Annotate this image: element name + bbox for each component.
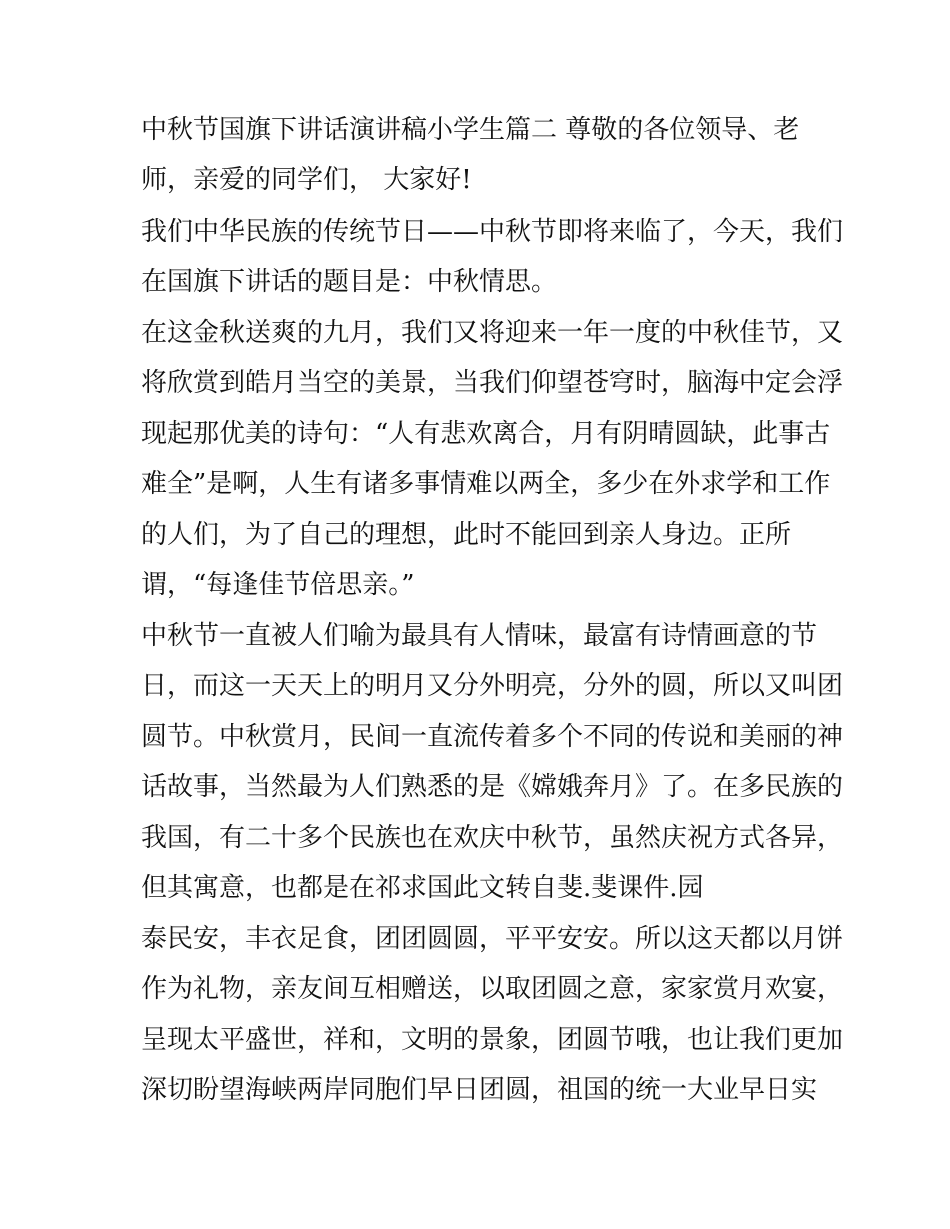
text-line-17: 泰民安，丰衣足食，团团圆圆，平平安安。所以这天都以月饼 [141, 924, 844, 954]
text-line-3: 我们中华民族的传统节日——中秋节即将来临了，今天，我们 [141, 217, 844, 247]
text-line-14: 话故事，当然最为人们熟悉的是《嫦娥奔月》了。在多民族的 [141, 772, 844, 802]
text-line-7: 现起那优美的诗句：“人有悲欢离合，月有阴晴圆缺，此事古 [141, 419, 831, 449]
text-line-6: 将欣赏到皓月当空的美景，当我们仰望苍穹时，脑海中定会浮 [141, 368, 844, 398]
text-line-8: 难全”是啊，人生有诸多事情难以两全，多少在外求学和工作 [141, 469, 831, 499]
text-line-10: 谓，“每逢佳节倍思亲。” [141, 570, 415, 600]
text-line-11: 中秋节一直被人们喻为最具有人情味，最富有诗情画意的节 [141, 621, 818, 651]
text-line-1: 中秋节国旗下讲话演讲稿小学生篇二 尊敬的各位领导、老 [141, 115, 800, 145]
text-line-18: 作为礼物，亲友间互相赠送，以取团圆之意，家家赏月欢宴， [141, 974, 844, 1004]
text-line-15: 我国，有二十多个民族也在欢庆中秋节，虽然庆祝方式各异， [141, 823, 844, 853]
text-line-5: 在这金秋送爽的九月，我们又将迎来一年一度的中秋佳节，又 [141, 318, 844, 348]
text-line-4: 在国旗下讲话的题目是：中秋情思。 [141, 267, 558, 297]
text-line-20: 深切盼望海峡两岸同胞们早日团圆，祖国的统一大业早日实 [141, 1075, 818, 1105]
text-line-2: 师，亲爱的同学们， 大家好! [141, 165, 472, 195]
text-line-9: 的人们，为了自己的理想，此时不能回到亲人身边。正所 [141, 520, 792, 550]
text-line-13: 圆节。中秋赏月，民间一直流传着多个不同的传说和美丽的神 [141, 722, 844, 752]
text-line-16: 但其寓意，也都是在祁求国此文转自斐.斐课件.园 [141, 873, 704, 903]
text-line-12: 日，而这一天天上的明月又分外明亮，分外的圆，所以又叫团 [141, 671, 844, 701]
text-line-19: 呈现太平盛世，祥和，文明的景象，团圆节哦，也让我们更加 [141, 1025, 844, 1055]
